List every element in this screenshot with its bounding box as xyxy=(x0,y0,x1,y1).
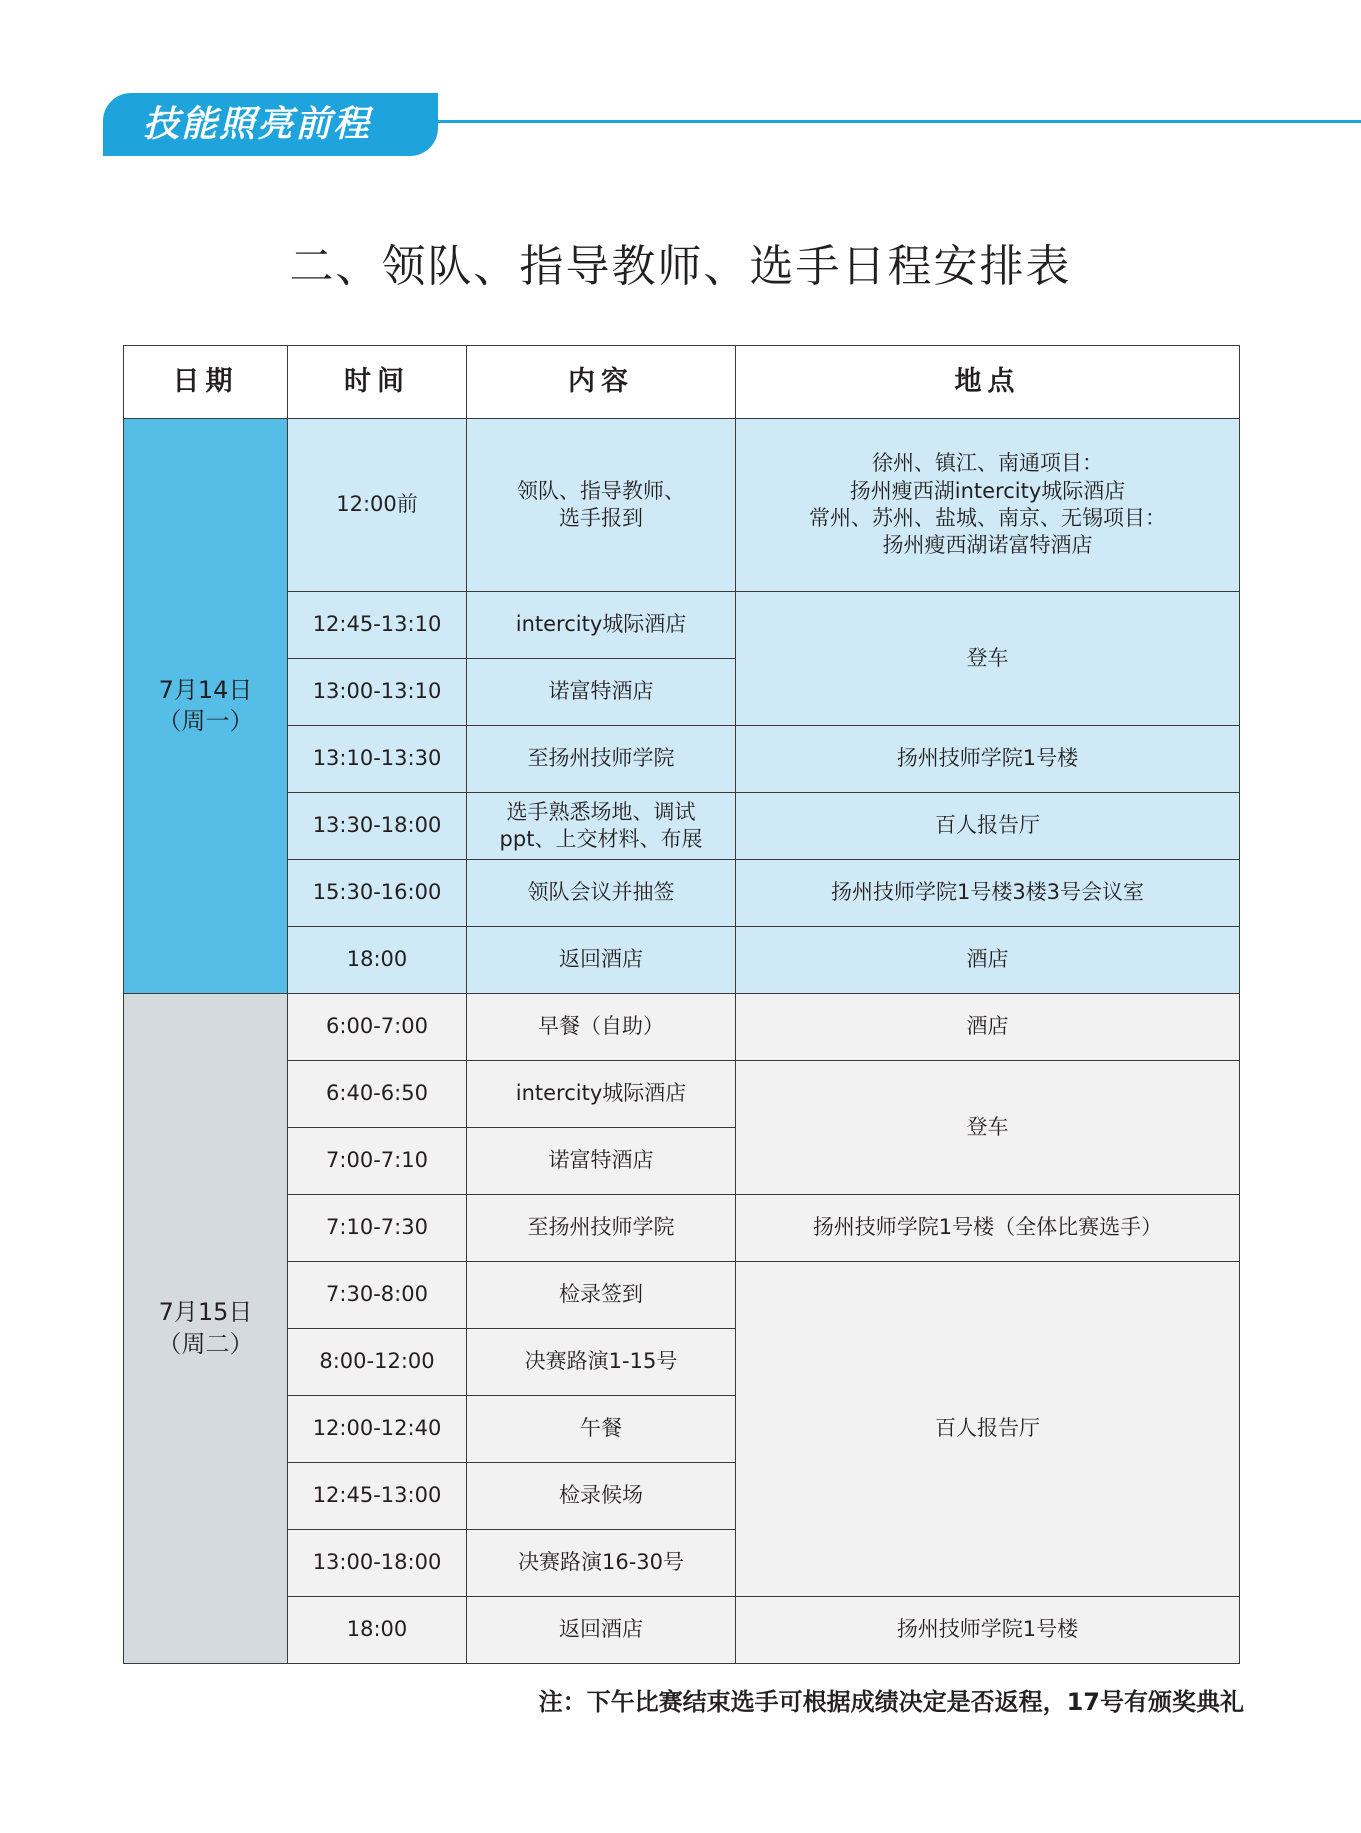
content-cell: 决赛路演1-15号 xyxy=(467,1329,736,1396)
place-cell: 扬州技师学院1号楼 xyxy=(736,726,1240,793)
place-line: 扬州瘦西湖intercity城际酒店 xyxy=(849,478,1126,503)
table-row xyxy=(124,1195,1240,1262)
table-row xyxy=(124,419,1240,592)
time-cell: 13:30-18:00 xyxy=(288,793,467,860)
place-cell: 酒店 xyxy=(736,994,1240,1061)
place-line: 扬州瘦西湖诺富特酒店 xyxy=(882,533,1093,558)
place-cell: 扬州技师学院1号楼（全体比赛选手） xyxy=(736,1195,1240,1262)
time-cell: 7:10-7:30 xyxy=(288,1195,467,1262)
content-cell: 领队会议并抽签 xyxy=(467,860,736,927)
header-banner xyxy=(103,93,438,156)
time-cell: 12:45-13:10 xyxy=(288,592,467,659)
table-row xyxy=(124,793,1240,860)
table-row xyxy=(124,927,1240,994)
table-row xyxy=(124,1262,1240,1329)
table-header-row xyxy=(124,346,1240,419)
schedule-table xyxy=(123,345,1240,1664)
place-cell xyxy=(736,419,1240,592)
time-cell: 12:00-12:40 xyxy=(288,1396,467,1463)
content-cell: 诺富特酒店 xyxy=(467,659,736,726)
time-cell: 15:30-16:00 xyxy=(288,860,467,927)
content-cell: 决赛路演16-30号 xyxy=(467,1530,736,1597)
content-cell: 返回酒店 xyxy=(467,927,736,994)
table-row xyxy=(124,1061,1240,1128)
place-line: 常州、苏州、盐城、南京、无锡项目： xyxy=(809,506,1166,530)
content-line: 选手报到 xyxy=(559,506,643,530)
place-cell: 酒店 xyxy=(736,927,1240,994)
header-content: 内容 xyxy=(467,346,736,419)
time-cell: 13:00-13:10 xyxy=(288,659,467,726)
footnote: 注：下午比赛结束选手可根据成绩决定是否返程，17号有颁奖典礼 xyxy=(538,1688,1244,1716)
place-line: 徐州、镇江、南通项目： xyxy=(872,451,1103,476)
place-cell: 扬州技师学院1号楼3楼3号会议室 xyxy=(736,860,1240,927)
table-row xyxy=(124,726,1240,793)
content-cell: 午餐 xyxy=(467,1396,736,1463)
place-cell: 百人报告厅 xyxy=(736,793,1240,860)
time-cell: 13:10-13:30 xyxy=(288,726,467,793)
content-cell: 检录候场 xyxy=(467,1463,736,1530)
time-cell: 18:00 xyxy=(288,927,467,994)
content-cell xyxy=(467,793,736,860)
content-cell xyxy=(467,419,736,592)
place-cell: 百人报告厅 xyxy=(736,1262,1240,1597)
time-cell: 18:00 xyxy=(288,1597,467,1664)
content-cell: intercity城际酒店 xyxy=(467,1061,736,1128)
time-cell: 12:00前 xyxy=(288,419,467,592)
date-cell-day1 xyxy=(124,419,288,994)
table-row xyxy=(124,592,1240,659)
content-cell: 早餐（自助） xyxy=(467,994,736,1061)
time-cell: 7:30-8:00 xyxy=(288,1262,467,1329)
page-title: 二、领队、指导教师、选手日程安排表 xyxy=(289,241,1072,292)
time-cell: 6:40-6:50 xyxy=(288,1061,467,1128)
weekday-label: （周二） xyxy=(157,1329,254,1358)
content-cell: 检录签到 xyxy=(467,1262,736,1329)
time-cell: 7:00-7:10 xyxy=(288,1128,467,1195)
table-row xyxy=(124,994,1240,1061)
header-place: 地点 xyxy=(736,346,1240,419)
content-line: 领队、指导教师、 xyxy=(517,478,685,503)
content-line: 选手熟悉场地、调试 xyxy=(506,799,696,824)
place-cell: 扬州技师学院1号楼 xyxy=(736,1597,1240,1664)
header-date: 日期 xyxy=(124,346,288,419)
place-cell: 登车 xyxy=(736,592,1240,726)
time-cell: 6:00-7:00 xyxy=(288,994,467,1061)
content-cell: 诺富特酒店 xyxy=(467,1128,736,1195)
date-cell-day2 xyxy=(124,994,288,1664)
content-line: ppt、上交材料、布展 xyxy=(499,827,703,851)
content-cell: intercity城际酒店 xyxy=(467,592,736,659)
time-cell: 8:00-12:00 xyxy=(288,1329,467,1396)
table-row xyxy=(124,860,1240,927)
time-cell: 12:45-13:00 xyxy=(288,1463,467,1530)
date-label: 7月15日 xyxy=(158,1298,253,1327)
header-divider-line xyxy=(436,120,1361,123)
time-cell: 13:00-18:00 xyxy=(288,1530,467,1597)
place-cell: 登车 xyxy=(736,1061,1240,1195)
banner-title: 技能照亮前程 xyxy=(143,103,372,145)
header-time: 时间 xyxy=(288,346,467,419)
table-row xyxy=(124,1597,1240,1664)
content-cell: 返回酒店 xyxy=(467,1597,736,1664)
date-label: 7月14日 xyxy=(158,675,253,704)
content-cell: 至扬州技师学院 xyxy=(467,726,736,793)
weekday-label: （周一） xyxy=(157,707,254,735)
content-cell: 至扬州技师学院 xyxy=(467,1195,736,1262)
